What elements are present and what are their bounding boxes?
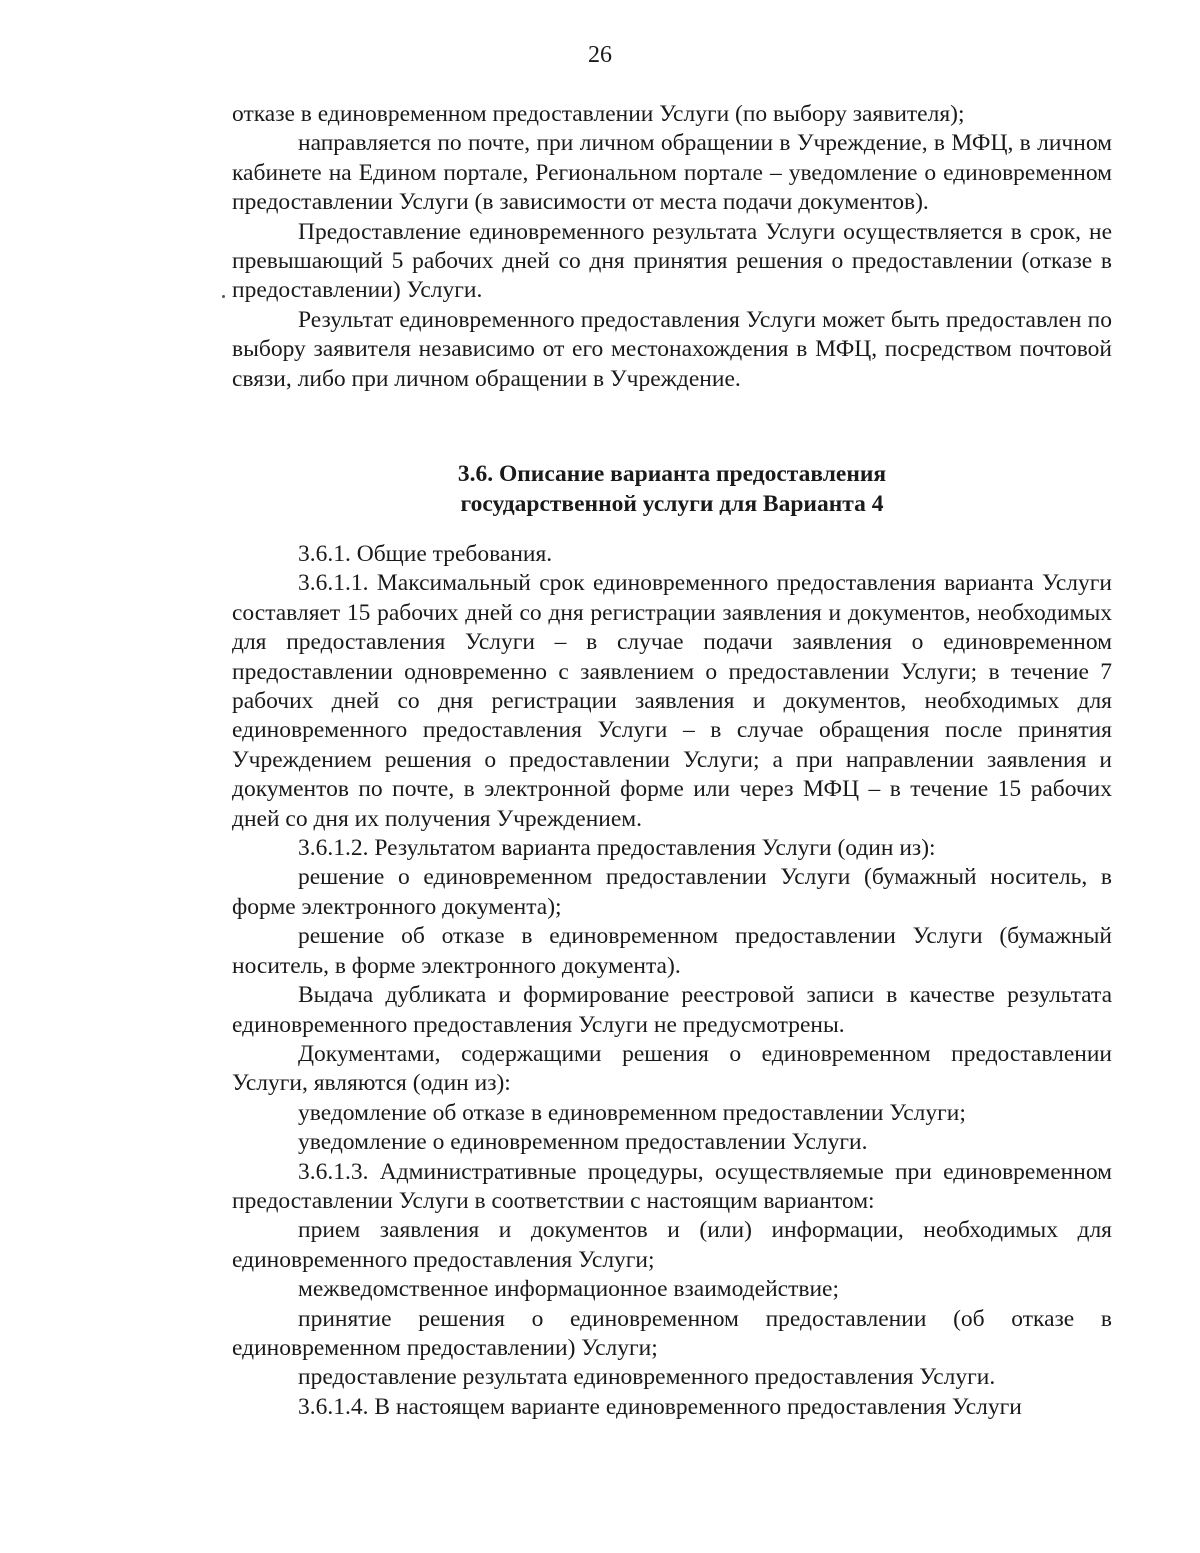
paragraph: 3.6.1.3. Административные процедуры, осуществляемые при единовременном предоставлении Услуги в соответствии с настоящим вариантом: [232, 1158, 1112, 1214]
section-heading-line-2: государственной услуги для Варианта 4 [460, 491, 884, 517]
paragraph: 3.6.1.1. Максимальный срок единовременного предоставления варианта Услуги составляет 15 рабочих дней со дня регистрации заявления и документов, необходимых для предоставления Услуги – в случае подачи заявления о единовременном предоставлении одновременно с заявлением о предоставлении Услуги; в течение 7 рабочих дней со дня регистрации заявления и документов, необходимых для единовременного предоставления Услуги – в случае обращения после принятия Учреждением решения о предоставлении Услуги; а при направлении заявления и документов по почте, в электронной форме или через МФЦ – в течение 15 рабочих дней со дня их получения Учреждением. [232, 570, 1112, 832]
scan-speck [222, 295, 225, 298]
paragraph: решение о единовременном предоставлении Услуги (бумажный носитель, в форме электронного документа); [232, 864, 1112, 920]
top-text-block [232, 100, 1112, 394]
section-heading [232, 459, 1112, 519]
section-heading-line-1: 3.6. Описание варианта предоставления [457, 461, 887, 487]
paragraph: уведомление об отказе в единовременном предоставлении Услуги; [298, 1099, 966, 1126]
paragraph: 3.6.1.4. В настоящем варианте единовременного предоставления Услуги [298, 1393, 1022, 1420]
paragraph: прием заявления и документов и (или) информации, необходимых для единовременного предоставления Услуги; [232, 1217, 1112, 1273]
paragraph: 3.6.1.2. Результатом варианта предоставления Услуги (один из): [298, 835, 936, 862]
paragraph: Выдача дубликата и формирование реестровой записи в качестве результата единовременного предоставления Услуги не предусмотрены. [232, 982, 1112, 1038]
paragraph: Документами, содержащими решения о единовременном предоставлении Услуги, являются (один из): [232, 1040, 1112, 1097]
paragraph: Результат единовременного предоставления Услуги может быть предоставлен по выбору заявителя независимо от его местонахождения в МФЦ, посредством почтовой связи, либо при личном обращении в Учреждение. [232, 306, 1112, 392]
main-text-block [232, 540, 1112, 1422]
paragraph-continuation: отказе в единовременном предоставлении Услуги (по выбору заявителя); [232, 101, 965, 127]
paragraph: Предоставление единовременного результата Услуги осуществляется в срок, не превышающий 5 рабочих дней со дня принятия решения о предоставлении (отказе в предоставлении) Услуги. [232, 218, 1112, 304]
paragraph: межведомственное информационное взаимодействие; [298, 1276, 840, 1303]
paragraph: принятие решения о единовременном предоставлении (об отказе в единовременном предоставлении) Услуги; [232, 1305, 1112, 1361]
page-number: 26 [588, 42, 612, 68]
paragraph: 3.6.1. Общие требования. [298, 541, 553, 567]
paragraph: предоставление результата единовременного предоставления Услуги. [298, 1364, 996, 1391]
paragraph: уведомление о единовременном предоставлении Услуги. [298, 1129, 868, 1156]
paragraph: направляется по почте, при личном обращении в Учреждение, в МФЦ, в личном кабинете на Едином портале, Региональном портале – уведомление о единовременном предоставлении Услуги (в зависимости от места подачи документов). [232, 130, 1112, 216]
paragraph: решение об отказе в единовременном предоставлении Услуги (бумажный носитель, в форме электронного документа). [232, 923, 1112, 979]
